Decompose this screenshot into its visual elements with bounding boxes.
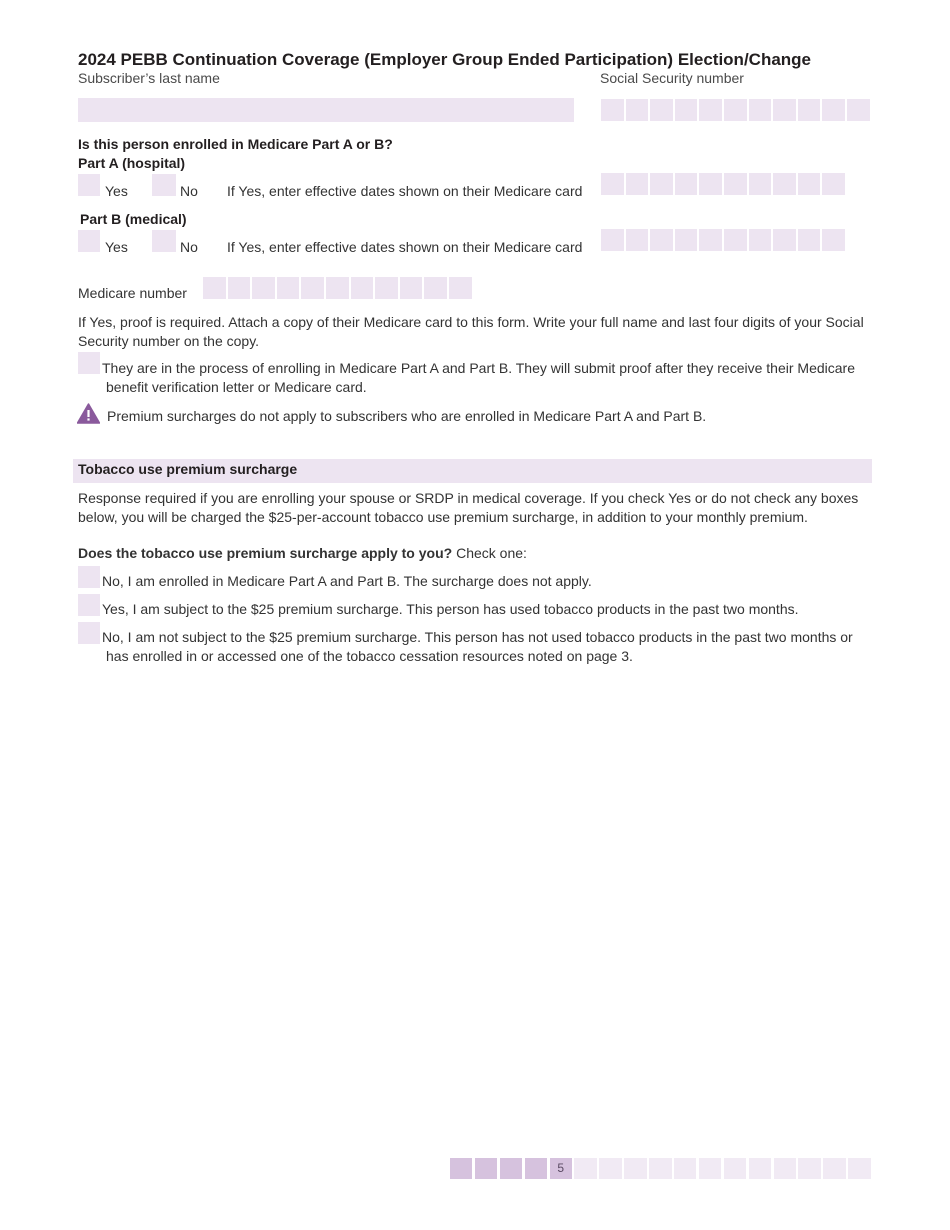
tobacco-option-2-label: Yes, I am subject to the $25 premium surcharge. This person has used tobacco products in the past two months. — [102, 601, 799, 617]
tobacco-question-bold: Does the tobacco use premium surcharge apply to you? — [78, 545, 453, 561]
medicare-number-label: Medicare number — [78, 285, 187, 301]
warning-text: Premium surcharges do not apply to subscribers who are enrolled in Medicare Part A and Part B. — [107, 408, 707, 424]
proof-text: If Yes, proof is required. Attach a copy of their Medicare card to this form. Write your full name and last four digits of your Social Security number on the copy. — [78, 314, 864, 349]
page-number: 5 — [550, 1158, 572, 1179]
part-b-label: Part B (medical) — [80, 211, 187, 227]
ssn-label: Social Security number — [600, 70, 744, 86]
tobacco-option-2-checkbox[interactable] — [78, 594, 100, 616]
ssn-input[interactable] — [601, 99, 870, 121]
tobacco-intro: Response required if you are enrolling your spouse or SRDP in medical coverage. If you check Yes or do not check any boxes below, you will be charged the $25-per-account tobacco use premium surcharge, in addition to your monthly premium. — [78, 490, 859, 525]
part-b-dates-label: If Yes, enter effective dates shown on their Medicare card — [227, 239, 583, 255]
part-a-no-label: No — [180, 183, 198, 199]
part-a-yes-label: Yes — [105, 183, 128, 199]
medicare-question: Is this person enrolled in Medicare Part A or B? — [78, 136, 393, 152]
tobacco-section-title: Tobacco use premium surcharge — [78, 461, 298, 477]
tobacco-question — [78, 545, 527, 561]
last-name-input[interactable] — [78, 98, 574, 122]
part-a-label: Part A (hospital) — [78, 155, 186, 171]
tobacco-question-rest: Check one: — [452, 545, 527, 561]
page-indicator — [450, 1158, 871, 1179]
warning-icon — [77, 403, 100, 424]
part-b-no-label: No — [180, 239, 198, 255]
part-a-dates-label: If Yes, enter effective dates shown on their Medicare card — [227, 183, 583, 199]
tobacco-option-3-checkbox[interactable] — [78, 622, 100, 644]
last-name-label: Subscriber’s last name — [78, 70, 220, 86]
tobacco-option-3-line2: has enrolled in or accessed one of the tobacco cessation resources noted on page 3. — [106, 648, 633, 664]
part-a-date-input[interactable] — [601, 173, 845, 195]
part-b-no-checkbox[interactable] — [152, 230, 176, 252]
part-b-date-input[interactable] — [601, 229, 845, 251]
part-a-no-checkbox[interactable] — [152, 174, 176, 196]
enrolling-text-line1: They are in the process of enrolling in Medicare Part A and Part B. They will submit proof after they receive their Medicare — [102, 360, 855, 376]
page-title: 2024 PEBB Continuation Coverage (Employer Group Ended Participation) Election/Change — [78, 50, 812, 69]
part-b-yes-label: Yes — [105, 239, 128, 255]
tobacco-option-3-line1: No, I am not subject to the $25 premium surcharge. This person has not used tobacco products in the past two months or — [102, 629, 853, 645]
medicare-number-input[interactable] — [203, 277, 472, 299]
part-b-yes-checkbox[interactable] — [78, 230, 100, 252]
enrolling-checkbox[interactable] — [78, 352, 100, 374]
tobacco-option-1-checkbox[interactable] — [78, 566, 100, 588]
tobacco-option-1-label: No, I am enrolled in Medicare Part A and Part B. The surcharge does not apply. — [102, 573, 592, 589]
enrolling-text-line2: benefit verification letter or Medicare card. — [106, 379, 367, 395]
part-a-yes-checkbox[interactable] — [78, 174, 100, 196]
